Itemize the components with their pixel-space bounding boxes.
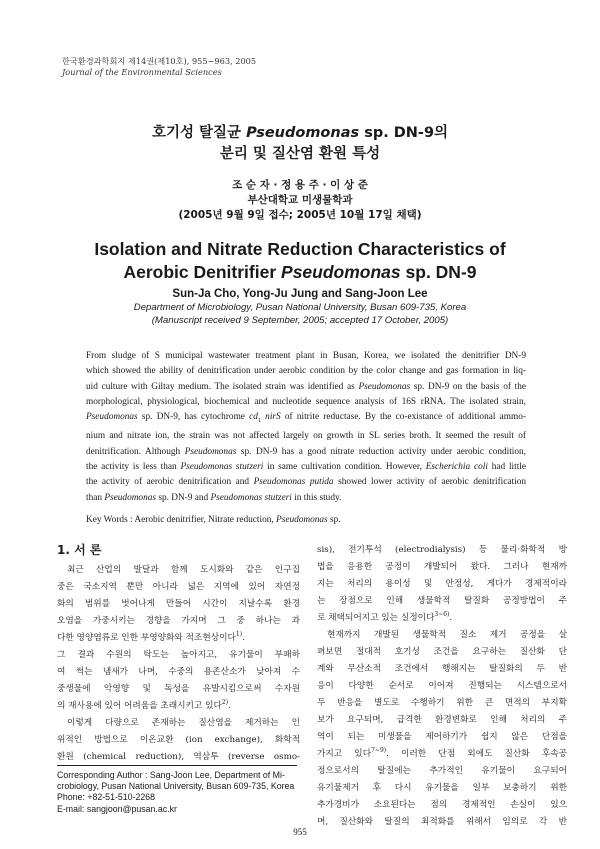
- abstract-line: than Pseudomonas sp. DN-9 and Pseudomonas stutzeri in this study.: [86, 492, 342, 503]
- col1-line: 오염을 가중시키는 경향을 가지며 그 중 하나는 과: [57, 616, 300, 626]
- col2-line: 응이 다양한 순서로 이어져 진행되는 시스템으로서: [317, 681, 567, 691]
- col1-line: 위적인 방법으로 이온교환 (ion exchange), 화학적: [57, 735, 300, 745]
- korean-affiliation: 부산대학교 미생물학과: [247, 194, 353, 206]
- korean-received: (2005년 9월 9일 접수; 2005년 10월 17일 채택): [178, 209, 422, 221]
- col1-line: 중생물에 악영향 및 독성을 유발시킴으로써 수자원: [57, 684, 300, 694]
- korean-title-prefix: 호기성 탈질균: [151, 125, 247, 141]
- col1-line: 여 썩는 냄새가 나며, 수중의 용존산소가 낮아져 수: [57, 667, 300, 677]
- english-title-line1: Isolation and Nitrate Reduction Characteristics of: [94, 239, 506, 259]
- col1-line: 중은 국소지역 뿐만 아니라 넓은 지역에 있어 자연정: [57, 582, 300, 592]
- abstract-line: nium and nitrate ion, the strain was not affected largely on growth in SL series broth. It seemed the result of: [86, 431, 526, 442]
- english-title-genus: Pseudomonas: [281, 262, 401, 282]
- col1-line: 의 재사용에 있어 어려움을 초래시키고 있다$^{2)}$.: [57, 699, 231, 711]
- korean-author-names: 조 순 자 · 정 용 주 · 이 상 준: [232, 179, 368, 191]
- col2-line: 법을 응용한 공정이 개발되어 왔다. 그러나 현재까: [317, 562, 567, 572]
- abstract-line: uid culture with Giltay medium. The isolated strain was identified as Pseudomonas sp. DN-9 on the basis of the: [86, 381, 526, 392]
- correspondence-line2: crobiology, Pusan National University, Busan 609-735, Korea: [57, 781, 295, 792]
- journal-name: Journal of the Environmental Sciences: [62, 67, 222, 77]
- abstract-line: which showed the ability of denitrification under aerobic condition by the color change and gas formation in liq-: [86, 366, 526, 377]
- col2-line: 펴보면 절대적 호기성 조건을 요구하는 질산화 단: [317, 647, 567, 657]
- keywords-suffix: sp.: [327, 515, 341, 525]
- keywords: [86, 515, 341, 525]
- correspondence-line1: Corresponding Author : Sang-Joon Lee, Department of Mi-: [57, 770, 285, 780]
- korean-title-suffix: sp. DN-9의: [359, 125, 449, 141]
- keywords-genus: Pseudomonas: [276, 515, 328, 525]
- page-number: 955: [293, 827, 307, 837]
- keywords-label: Key Words :: [86, 515, 135, 525]
- col2-line: 지는 처리의 용이성 및 안정성, 게다가 경제적이라: [317, 579, 567, 589]
- col2-line: 추가경비가 소요된다는 점의 경제적인 손실이 있으: [317, 800, 567, 810]
- body-column-left: [57, 562, 300, 766]
- journal-citation: 한국환경과학회지 제14권(제10호), 955~963, 2005: [62, 56, 257, 66]
- korean-authors: [0, 178, 600, 223]
- keywords-text: Aerobic denitrifier, Nitrate reduction,: [134, 515, 277, 525]
- korean-title-line1: [0, 123, 600, 144]
- col2-line: 가지고 있다$^{7\sim 9)}$. 이러한 단점 외에도 질산화 후속공: [317, 747, 567, 759]
- col2-line: 두 반응을 별도로 수행하기 위한 큰 면적의 부지확: [317, 698, 567, 708]
- korean-title-line2: 분리 및 질산염 환원 특성: [219, 146, 381, 162]
- col1-line: 화의 범위를 벗어나게 만들어 시간이 지날수록 환경: [57, 599, 300, 609]
- english-author-names: Sun-Ja Cho, Yong-Ju Jung and Sang-Joon Lee: [172, 288, 428, 300]
- korean-title: [0, 123, 600, 165]
- col2-line: sis), 전기투석 (electrodialysis) 등 물리·화학적 방: [317, 545, 567, 555]
- english-title: [0, 238, 600, 284]
- body-column-right: [317, 542, 567, 831]
- abstract: [86, 349, 526, 506]
- correspondence-phone: Phone: +82-51-510-2268: [57, 792, 156, 803]
- col1-line: 최근 산업의 발달과 함께 도시화와 같은 인구집: [67, 565, 300, 575]
- correspondence-footnote: [57, 770, 294, 815]
- col2-line: 유기물제거 후 다시 유기물을 일부 보충하기 위한: [317, 783, 567, 793]
- col2-line: 역이 되는 미생물을 제어하기가 쉽지 않은 단점을: [317, 732, 567, 742]
- col1-line: 이렇게 다량으로 존재하는 질산염을 제거하는 인: [67, 718, 300, 728]
- abstract-line: morphological, physiological, biochemical and nucleotide sequence analysis of 16S rRNA. The isolated strain,: [86, 396, 526, 407]
- abstract-line: denitrification. Although Pseudomonas sp. DN-9 has a good nitrate reduction activity under aerobic condition,: [86, 446, 526, 457]
- english-received: (Manuscript received 9 September, 2005; accepted 17 October, 2005): [151, 315, 449, 326]
- col1-line: 다한 영양염류로 인한 부영양화와 적조현상이다$^{1)}$.: [57, 631, 245, 643]
- section-heading: 1. 서 론: [57, 543, 102, 557]
- correspondence-email: E-mail: sangjoon@pusan.ac.kr: [57, 803, 177, 814]
- col1-line: 환원 (chemical reduction), 역삼투 (reverse osmo-: [57, 752, 300, 762]
- col2-line: 보가 요구되며, 급격한 환경변화로 인해 처리의 주: [317, 715, 567, 725]
- korean-title-genus: Pseudomonas: [246, 125, 360, 141]
- english-affiliation: Department of Microbiology, Pusan National University, Busan 609-735, Korea: [133, 302, 467, 313]
- english-authors: [0, 287, 600, 327]
- col2-line: 로 채택되어지고 있는 실정이다$^{3\sim 6)}$.: [317, 611, 453, 623]
- abstract-line: Pseudomonas sp. DN-9, has cytochrome $cd_1$ nirS of nitrite reductase. By the co-existance of additional ammo-: [86, 412, 527, 425]
- col2-line: 정으로서의 탈질에는 추가적인 유기물이 요구되어: [317, 766, 567, 776]
- col1-line: 그 결과 수원의 탁도는 높아지고, 유기물이 부패하: [57, 650, 300, 660]
- col2-line: 는 장점으로 인해 생물학적 탈질화 공정방법이 주: [317, 596, 567, 606]
- col2-line: 계와 무산소적 조건에서 행해지는 탈질화의 두 반: [317, 664, 567, 674]
- abstract-line: the activity is less than Pseudomonas stutzeri in same cultivation condition. However, Escherichia coli had little: [86, 461, 527, 472]
- english-title-line2: [0, 261, 600, 284]
- english-title-suffix: sp. DN-9: [400, 262, 477, 282]
- abstract-line: From sludge of S municipal wastewater treatment plant in Busan, Korea, we isolated the denitrifier DN-9: [86, 351, 526, 361]
- abstract-line: the activity of aerobic denitrification and Pseudomonas putida showed lower activity of aerobic denitrification: [86, 477, 526, 488]
- journal-header: [62, 56, 256, 78]
- col2-line: 현재까지 개발된 생물학적 질소 제거 공정을 살: [327, 630, 567, 640]
- english-title-prefix: Aerobic Denitrifier: [123, 262, 282, 282]
- col2-line: 며, 질산화와 탈질의 최적화를 위해서 임의로 각 반: [317, 817, 567, 827]
- footnote-divider: [57, 765, 297, 766]
